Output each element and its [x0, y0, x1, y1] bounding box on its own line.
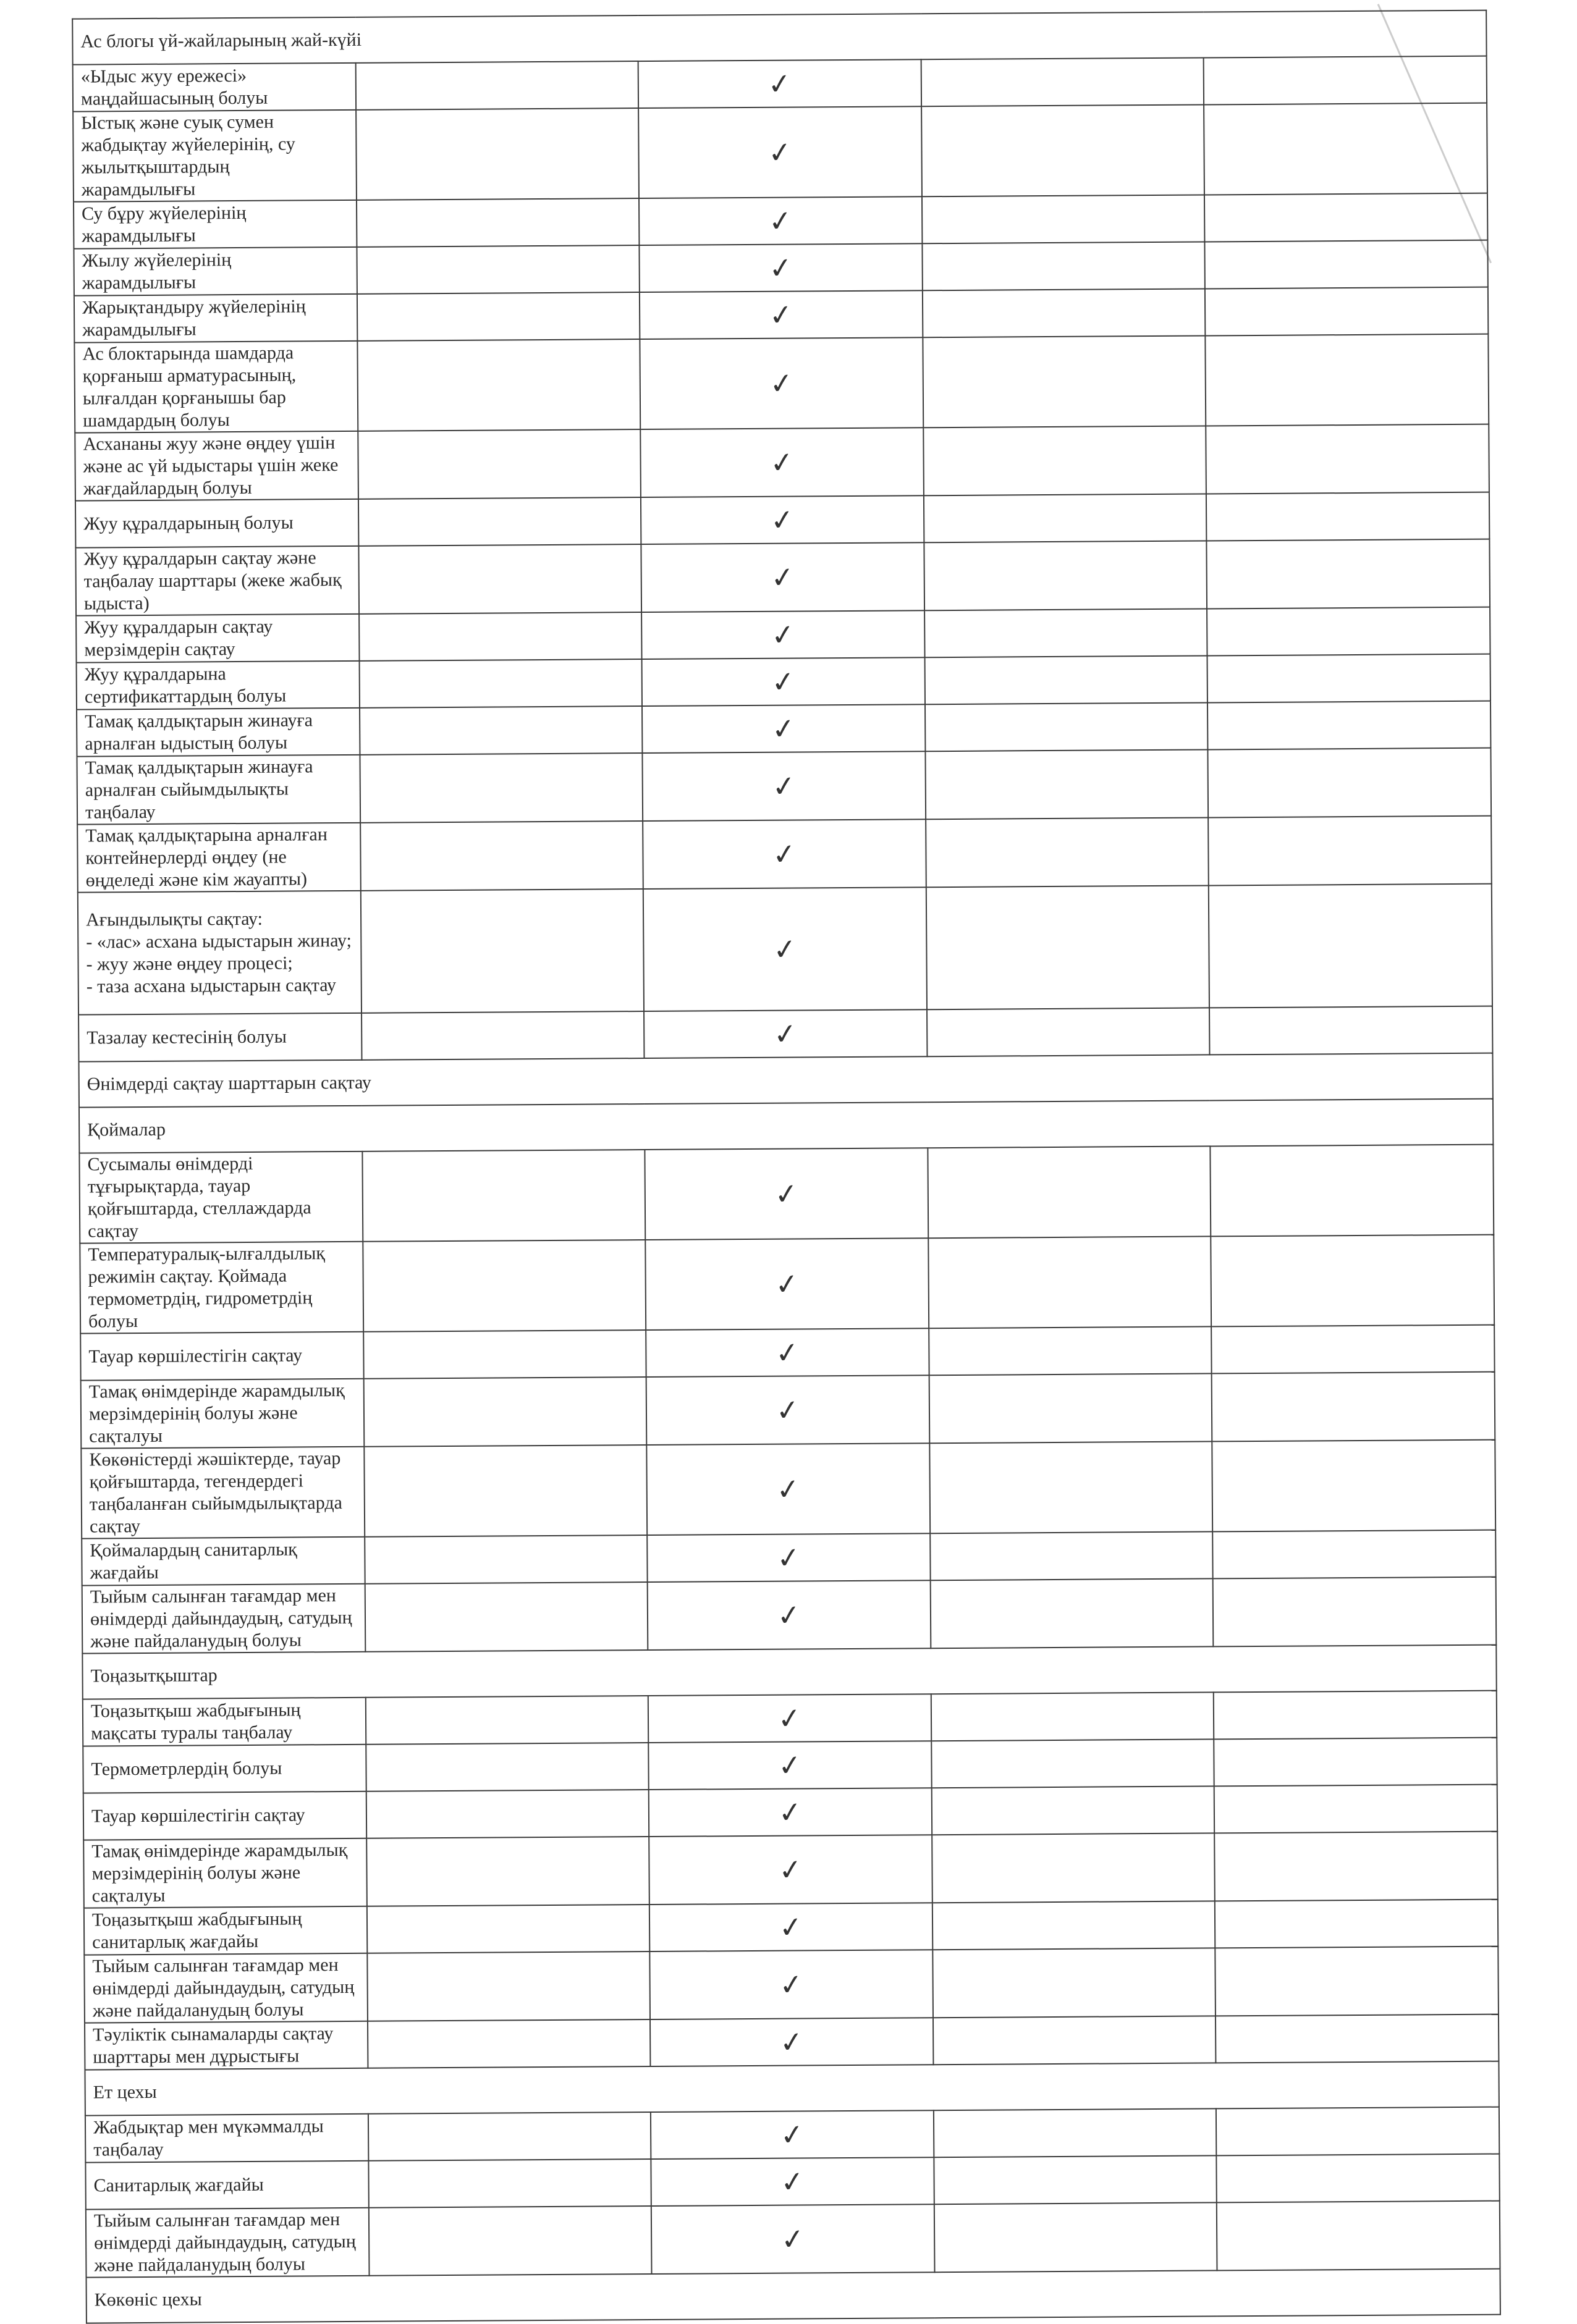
- column-a-cell: [368, 2159, 651, 2208]
- column-a-cell: [362, 1150, 645, 1242]
- column-c-cell: [930, 1531, 1213, 1580]
- inspection-checklist-table: [72, 10, 1501, 2324]
- checklist-item-label: Ас блоктарында шамдарда қорғаныш арматурасының, ылғалдан қорғанышы бар шамдардың болуы: [74, 341, 357, 433]
- checkmark-icon: ✓: [769, 663, 797, 700]
- column-d-cell: [1207, 539, 1490, 609]
- column-a-cell: [358, 544, 641, 614]
- checklist-row: [74, 287, 1488, 343]
- column-c-cell: [921, 104, 1204, 196]
- column-d-cell: [1206, 424, 1489, 494]
- compliance-check-cell: [641, 542, 924, 612]
- column-c-cell: [931, 1692, 1214, 1741]
- column-d-cell: [1206, 334, 1489, 426]
- column-c-cell: [925, 749, 1208, 819]
- checklist-item-label: Тыйым салынған тағамдар мен өнімдерді дайындаудың, сатудың және пайдаланудың болуы: [82, 1584, 365, 1654]
- checklist-item-label: Тыйым салынған тағамдар мен өнімдерді дайындаудың, сатудың және пайдаланудың болуы: [86, 2208, 369, 2278]
- checkmark-icon: ✓: [777, 1966, 805, 2003]
- checkmark-icon: ✓: [779, 2163, 806, 2200]
- section-header-label: Көкөніс цехы: [87, 2269, 1500, 2323]
- column-d-cell: [1213, 1577, 1496, 1647]
- checkmark-icon: ✓: [766, 65, 793, 102]
- column-a-cell: [368, 2019, 651, 2068]
- compliance-check-cell: [651, 2157, 934, 2206]
- column-a-cell: [357, 198, 640, 247]
- column-c-cell: [932, 1948, 1216, 2018]
- checkmark-icon: ✓: [767, 203, 795, 239]
- column-a-cell: [361, 1011, 645, 1060]
- checklist-row: [85, 2154, 1499, 2210]
- column-d-cell: [1209, 884, 1492, 1008]
- column-d-cell: [1214, 1785, 1497, 1834]
- column-d-cell: [1212, 1440, 1496, 1532]
- checkmark-icon: ✓: [769, 617, 797, 653]
- column-a-cell: [366, 1837, 649, 1906]
- checkmark-icon: ✓: [776, 1700, 804, 1737]
- column-a-cell: [358, 429, 641, 499]
- compliance-check-cell: [638, 59, 921, 108]
- checklist-item-label: Тыйым салынған тағамдар мен өнімдерді дайындаудың, сатудың және пайдаланудың болуы: [84, 1953, 367, 2023]
- column-c-cell: [929, 1373, 1212, 1443]
- section-header-row: [85, 2061, 1499, 2116]
- column-d-cell: [1207, 654, 1490, 703]
- checklist-row: [83, 1832, 1498, 1908]
- column-a-cell: [357, 245, 640, 294]
- checklist-row: [77, 748, 1491, 825]
- checkmark-icon: ✓: [774, 1392, 802, 1428]
- compliance-check-cell: [642, 657, 925, 706]
- checklist-item-label: Жылу жүйелерінің жарамдылығы: [74, 247, 357, 296]
- checklist-item-line: - жуу және өңдеу процесі;: [86, 953, 293, 975]
- column-d-cell: [1204, 56, 1487, 105]
- column-c-cell: [924, 494, 1207, 542]
- checkmark-icon: ✓: [776, 1794, 805, 1830]
- checklist-row: [81, 1372, 1495, 1449]
- column-c-cell: [926, 885, 1210, 1009]
- checklist-item-label: Термометрлердің болуы: [83, 1745, 366, 1793]
- column-a-cell: [357, 292, 640, 341]
- column-d-cell: [1213, 1530, 1496, 1579]
- checkmark-icon: ✓: [767, 250, 795, 286]
- column-d-cell: [1214, 1691, 1497, 1740]
- column-c-cell: [933, 2016, 1216, 2065]
- column-a-cell: [368, 2206, 651, 2276]
- column-d-cell: [1205, 240, 1488, 289]
- checklist-item-label: Тәуліктік сынамаларды сақтау шарттары мен дұрыстығы: [85, 2021, 368, 2070]
- checkmark-icon: ✓: [777, 1909, 805, 1945]
- checkmark-icon: ✓: [771, 836, 798, 872]
- section-header-row: [78, 1053, 1492, 1108]
- column-a-cell: [365, 1696, 648, 1745]
- column-c-cell: [921, 57, 1204, 106]
- column-c-cell: [932, 1833, 1215, 1903]
- checklist-row: [82, 1530, 1495, 1586]
- column-d-cell: [1207, 607, 1490, 656]
- checkmark-icon: ✓: [768, 502, 797, 538]
- checklist-item-label: Сусымалы өнімдерді тұғырықтарда, тауар қойғыштарда, стеллаждарда сақтау: [79, 1151, 362, 1244]
- column-d-cell: [1209, 1006, 1492, 1055]
- section-header-row: [87, 2269, 1500, 2323]
- checklist-row: [75, 492, 1489, 548]
- checklist-row: [77, 816, 1492, 893]
- checklist-item-label: Жарықтандыру жүйелерінің жарамдылығы: [74, 294, 357, 343]
- checklist-row: [79, 1145, 1494, 1244]
- compliance-check-cell: [650, 1950, 933, 2019]
- checklist-item-label: Санитарлық жағдайы: [85, 2161, 368, 2210]
- checklist-row: [76, 607, 1490, 663]
- checklist-row: [78, 884, 1492, 1015]
- section-header-label: Өнімдерді сақтау шарттарын сақтау: [78, 1053, 1492, 1108]
- checkmark-icon: ✓: [775, 1597, 803, 1633]
- compliance-check-cell: [645, 1238, 928, 1330]
- compliance-check-cell: [644, 1009, 927, 1058]
- checklist-row: [81, 1440, 1495, 1539]
- checklist-row: [80, 1235, 1494, 1334]
- checklist-row: [74, 334, 1489, 433]
- column-a-cell: [358, 497, 641, 546]
- checklist-item-label: Тауар көршілестігін сақтау: [80, 1332, 363, 1381]
- column-a-cell: [360, 706, 643, 755]
- section-header-label: Ет цехы: [85, 2061, 1499, 2116]
- checklist-item-label: Қоймалардың санитарлық жағдайы: [82, 1537, 365, 1586]
- column-d-cell: [1216, 2107, 1499, 2156]
- column-d-cell: [1205, 287, 1488, 336]
- column-a-cell: [365, 1582, 648, 1652]
- column-d-cell: [1208, 816, 1491, 886]
- compliance-check-cell: [645, 1148, 928, 1240]
- checklist-item-label: Тамақ қалдықтарын жинауға арналған ыдыстың болуы: [77, 708, 360, 757]
- column-a-cell: [359, 612, 642, 661]
- checkmark-icon: ✓: [770, 710, 798, 747]
- checkmark-icon: ✓: [767, 365, 795, 402]
- column-c-cell: [934, 2155, 1217, 2204]
- column-d-cell: [1207, 701, 1490, 750]
- column-d-cell: [1206, 492, 1489, 541]
- compliance-check-cell: [646, 1443, 929, 1535]
- checklist-item-label: Тамақ қалдықтарына арналған контейнерлерді өңдеу (не өңделеді және кім жауапты): [77, 823, 360, 893]
- column-d-cell: [1215, 1900, 1498, 1948]
- column-c-cell: [923, 335, 1206, 427]
- checkmark-icon: ✓: [770, 768, 798, 804]
- checklist-item-label: Жуу құралдарына сертификаттардың болуы: [77, 661, 360, 710]
- column-d-cell: [1212, 1372, 1495, 1442]
- checkmark-icon: ✓: [767, 297, 795, 333]
- column-a-cell: [359, 659, 642, 708]
- column-d-cell: [1204, 193, 1487, 242]
- compliance-check-cell: [648, 1741, 931, 1790]
- checklist-row: [74, 240, 1487, 296]
- checkmark-icon: ✓: [774, 1471, 802, 1507]
- column-d-cell: [1216, 2015, 1499, 2063]
- column-a-cell: [360, 889, 644, 1013]
- checklist-item-label: Тамақ өнімдерінде жарамдылық мерзімдерінің болуы және сақталуы: [81, 1379, 364, 1449]
- checkmark-icon: ✓: [775, 1539, 803, 1576]
- column-c-cell: [925, 702, 1208, 751]
- checklist-item-label: Жабдықтар мен мүкәммалды таңбалау: [85, 2114, 368, 2163]
- checklist-item-label: Тоңазытқыш жабдығының санитарлық жағдайы: [84, 1906, 367, 1955]
- checklist-row: [78, 1006, 1492, 1062]
- column-d-cell: [1211, 1145, 1494, 1237]
- column-c-cell: [934, 2108, 1217, 2157]
- compliance-check-cell: [649, 1835, 932, 1905]
- compliance-check-cell: [649, 1788, 932, 1837]
- checkmark-icon: ✓: [772, 1016, 800, 1052]
- checklist-item-label: Су бұру жүйелерінің жарамдылығы: [74, 200, 357, 249]
- compliance-check-cell: [649, 1903, 932, 1951]
- checkmark-icon: ✓: [769, 559, 797, 596]
- column-c-cell: [923, 288, 1206, 337]
- checklist-row: [73, 56, 1487, 112]
- checklist-item-label: Тамақ өнімдерінде жарамдылық мерзімдерінің болуы және сақталуы: [83, 1838, 366, 1908]
- compliance-check-cell: [643, 887, 927, 1011]
- column-a-cell: [363, 1240, 646, 1332]
- compliance-check-cell: [650, 2018, 933, 2066]
- checklist-row: [86, 2201, 1500, 2278]
- checkmark-icon: ✓: [768, 444, 796, 481]
- compliance-check-cell: [646, 1375, 929, 1445]
- compliance-check-cell: [641, 495, 924, 544]
- checklist-item-label: Жуу құралдарының болуы: [75, 499, 358, 548]
- checklist-row: [84, 1900, 1498, 1955]
- checklist-row: [84, 1947, 1499, 2023]
- column-d-cell: [1204, 103, 1487, 195]
- checkmark-icon: ✓: [778, 2116, 806, 2153]
- checklist-row: [83, 1738, 1497, 1793]
- checklist-item-label: «Ыдыс жуу ережесі» маңдайшасының болуы: [73, 63, 356, 112]
- section-header-label: Қоймалар: [79, 1099, 1493, 1153]
- compliance-check-cell: [647, 1533, 930, 1582]
- checklist-row: [77, 654, 1490, 710]
- checklist-item-label: Асхананы жуу және өңдеу үшін және ас үй ыдыстары үшін жеке жағдайлардың болуы: [75, 431, 358, 501]
- section-header-row: [79, 1099, 1493, 1153]
- checklist-row: [74, 193, 1487, 249]
- checkmark-icon: ✓: [774, 1334, 801, 1371]
- column-c-cell: [932, 1901, 1216, 1950]
- column-d-cell: [1214, 1738, 1497, 1787]
- compliance-check-cell: [651, 2204, 934, 2274]
- checklist-row: [83, 1785, 1497, 1840]
- compliance-check-cell: [648, 1694, 931, 1743]
- checklist-item-label: Тазалау кестесінің болуы: [78, 1013, 361, 1062]
- column-a-cell: [360, 821, 643, 891]
- compliance-check-cell: [643, 819, 926, 889]
- checklist-row: [75, 424, 1489, 501]
- column-c-cell: [924, 608, 1207, 657]
- checklist-row: [85, 2015, 1499, 2070]
- section-header-label: Тоңазытқыштар: [82, 1645, 1496, 1699]
- column-c-cell: [922, 195, 1205, 243]
- column-a-cell: [360, 753, 643, 823]
- column-a-cell: [367, 1951, 650, 2021]
- checkmark-icon: ✓: [776, 1747, 804, 1783]
- compliance-check-cell: [643, 751, 926, 821]
- column-a-cell: [356, 108, 639, 200]
- column-a-cell: [365, 1535, 648, 1584]
- checklist-row: [80, 1325, 1494, 1381]
- checkmark-icon: ✓: [777, 1851, 805, 1888]
- compliance-check-cell: [640, 337, 923, 429]
- column-c-cell: [928, 1146, 1211, 1238]
- column-d-cell: [1217, 2201, 1500, 2271]
- column-a-cell: [363, 1377, 646, 1447]
- compliance-check-cell: [646, 1328, 929, 1377]
- checklist-item-line: - «лас» асхана ыдыстарын жинау;: [86, 930, 352, 953]
- checkmark-icon: ✓: [773, 1266, 801, 1302]
- column-d-cell: [1208, 748, 1491, 818]
- checklist-item-line: - таза асхана ыдыстарын сақтау: [86, 975, 337, 997]
- column-c-cell: [930, 1578, 1213, 1648]
- compliance-check-cell: [641, 610, 924, 659]
- checkmark-icon: ✓: [778, 2024, 806, 2060]
- compliance-check-cell: [651, 2110, 934, 2159]
- column-a-cell: [366, 1790, 649, 1838]
- column-a-cell: [366, 1743, 649, 1791]
- column-d-cell: [1217, 2154, 1500, 2203]
- section-header-row: [72, 11, 1486, 65]
- column-d-cell: [1215, 1832, 1498, 1901]
- column-c-cell: [934, 2202, 1217, 2272]
- column-a-cell: [357, 339, 640, 431]
- checkmark-icon: ✓: [771, 931, 799, 967]
- compliance-check-cell: [640, 290, 923, 339]
- checklist-row: [77, 701, 1490, 757]
- checklist-item-label: Тоңазытқыш жабдығының мақсаты туралы таңбалау: [83, 1698, 366, 1746]
- checklist-body: [72, 11, 1500, 2323]
- column-d-cell: [1212, 1325, 1495, 1374]
- checkmark-icon: ✓: [766, 134, 794, 171]
- column-a-cell: [355, 61, 638, 110]
- column-d-cell: [1216, 1947, 1499, 2016]
- column-c-cell: [924, 541, 1207, 610]
- compliance-check-cell: [640, 427, 923, 497]
- column-c-cell: [929, 1441, 1212, 1533]
- column-c-cell: [926, 817, 1209, 887]
- checkmark-icon: ✓: [772, 1176, 800, 1212]
- compliance-check-cell: [648, 1580, 931, 1650]
- scanned-page: [37, 0, 1508, 2310]
- column-c-cell: [923, 426, 1206, 495]
- checklist-row: [82, 1577, 1497, 1654]
- checklist-row: [85, 2107, 1499, 2163]
- checklist-item-line: Ағындылықты сақтау:: [85, 908, 263, 930]
- checkmark-icon: ✓: [779, 2221, 807, 2257]
- column-c-cell: [927, 1008, 1210, 1056]
- checklist-item-label: Жуу құралдарын сақтау және таңбалау шарттары (жеке жабық ыдыста): [75, 546, 358, 616]
- section-header-label: Ас блогы үй-жайларының жай-күйі: [72, 11, 1486, 65]
- column-c-cell: [922, 242, 1205, 290]
- column-a-cell: [364, 1445, 647, 1537]
- checklist-item-label: [78, 891, 361, 1015]
- checklist-row: [83, 1691, 1497, 1746]
- checklist-item-label: Тауар көршілестігін сақтау: [83, 1791, 366, 1840]
- column-c-cell: [929, 1326, 1212, 1375]
- compliance-check-cell: [642, 704, 925, 753]
- checklist-item-label: Тамақ қалдықтарын жинауға арналған сыйымдылықты таңбалау: [77, 755, 360, 825]
- column-c-cell: [931, 1786, 1214, 1835]
- compliance-check-cell: [639, 196, 922, 245]
- section-header-row: [82, 1645, 1496, 1699]
- column-d-cell: [1211, 1235, 1495, 1327]
- checklist-item-label: Температуралық-ылғалдылық режимін сақтау. Қоймада термометрдің, гидрометрдің болуы: [80, 1242, 363, 1334]
- column-c-cell: [924, 655, 1207, 704]
- checklist-row: [73, 103, 1487, 202]
- column-c-cell: [931, 1739, 1214, 1788]
- column-a-cell: [363, 1330, 646, 1379]
- checklist-row: [75, 539, 1490, 616]
- checklist-item-label: Ыстық және суық сумен жабдықтау жүйелерінің, су жылытқыштардың жарамдылығы: [73, 110, 356, 202]
- column-c-cell: [928, 1236, 1211, 1328]
- checklist-item-label: Көкөністерді жәшіктерде, тауар қойғыштарда, тегендердегі таңбаланған сыйымдылықтарда сақтау: [81, 1447, 364, 1539]
- compliance-check-cell: [638, 106, 921, 198]
- checklist-item-label: Жуу құралдарын сақтау мерзімдерін сақтау: [76, 614, 359, 663]
- column-a-cell: [366, 1905, 649, 1953]
- column-a-cell: [368, 2112, 651, 2161]
- compliance-check-cell: [640, 243, 923, 292]
